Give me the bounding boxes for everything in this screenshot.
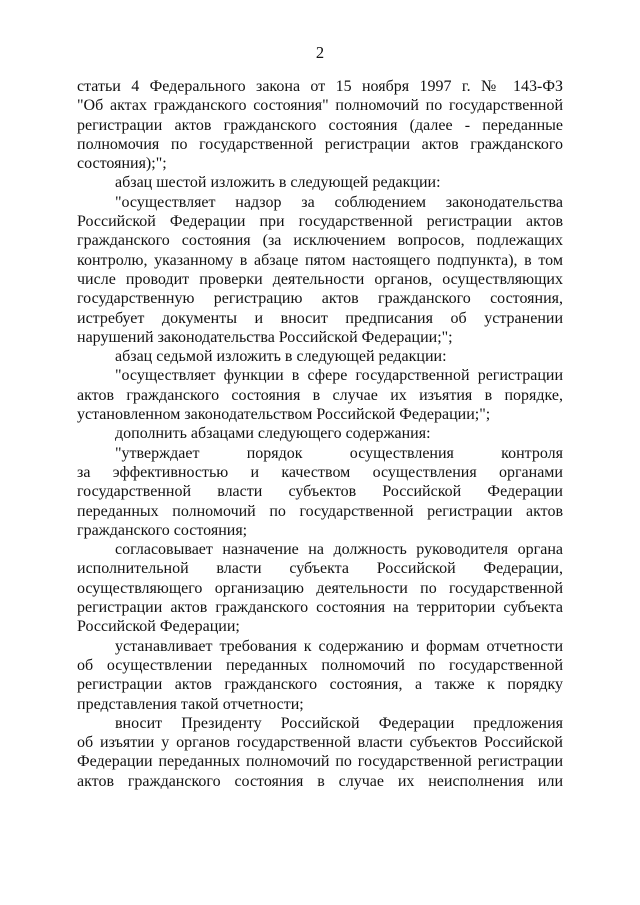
text-line: Федерации переданных полномочий по государственной регистрации xyxy=(77,753,563,771)
text-line: абзац шестой изложить в следующей редакции: xyxy=(115,174,441,192)
text-line: "осуществляет надзор за соблюдением законодательства xyxy=(115,193,563,211)
text-line: абзац седьмой изложить в следующей редакции: xyxy=(115,348,447,366)
text-line: гражданского состояния; xyxy=(77,521,248,539)
text-line: контролю, указанному в абзаце пятом настоящего подпункта), в том xyxy=(77,251,563,269)
text-line: за эффективностью и качеством осуществления органами xyxy=(77,463,563,481)
text-line: согласовывает назначение на должность руководителя органа xyxy=(115,541,563,559)
text-line: "осуществляет функции в сфере государственной регистрации xyxy=(115,367,563,385)
text-line: актов гражданского состояния в случае их неисполнения или xyxy=(77,772,563,790)
text-line: вносит Президенту Российской Федерации предложения xyxy=(115,714,563,732)
text-line: состояния);"; xyxy=(77,155,167,173)
text-line: истребует документы и вносит предписания об устранении xyxy=(77,309,563,327)
text-line: числе проводит проверки деятельности органов, осуществляющих xyxy=(77,270,563,288)
text-line: Российской Федерации при государственной регистрации актов xyxy=(77,213,563,231)
text-line: Российской Федерации; xyxy=(77,618,240,636)
text-line: "утверждает порядок осуществления контроля xyxy=(115,444,563,462)
text-line: регистрации актов гражданского состояния, а также к порядку xyxy=(77,676,563,694)
text-line: гражданского состояния (за исключением вопросов, подлежащих xyxy=(77,232,563,250)
text-line: статьи 4 Федерального закона от 15 ноября 1997 г. № 143-ФЗ xyxy=(77,78,563,95)
text-line: полномочия по государственной регистрации актов гражданского xyxy=(77,135,563,153)
text-line: об изъятии у органов государственной власти субъектов Российской xyxy=(77,734,563,752)
text-line: об осуществлении переданных полномочий по государственной xyxy=(77,656,563,674)
text-line: нарушений законодательства Российской Федерации;"; xyxy=(77,328,453,346)
text-line: устанавливает требования к содержанию и формам отчетности xyxy=(115,637,563,655)
document-body xyxy=(77,77,563,791)
text-line: исполнительной власти субъекта Российской Федерации, xyxy=(77,560,563,578)
text-line: регистрации актов гражданского состояния на территории субъекта xyxy=(77,599,563,617)
text-line: дополнить абзацами следующего содержания: xyxy=(115,425,431,443)
text-line: актов гражданского состояния в случае их изъятия в порядке, xyxy=(77,386,563,404)
text-line: представления такой отчетности; xyxy=(77,695,304,713)
text-line: регистрации актов гражданского состояния (далее - переданные xyxy=(77,116,563,134)
text-line: установленном законодательством Российской Федерации;"; xyxy=(77,406,491,424)
text-line: переданных полномочий по государственной регистрации актов xyxy=(77,502,563,520)
text-line: государственной власти субъектов Российской Федерации xyxy=(77,483,563,501)
page-number: 2 xyxy=(315,43,325,62)
text-line: государственную регистрацию актов гражданского состояния, xyxy=(77,290,563,308)
text-line: "Об актах гражданского состояния" полномочий по государственной xyxy=(77,97,563,115)
text-line: осуществляющего организацию деятельности по государственной xyxy=(77,579,563,597)
